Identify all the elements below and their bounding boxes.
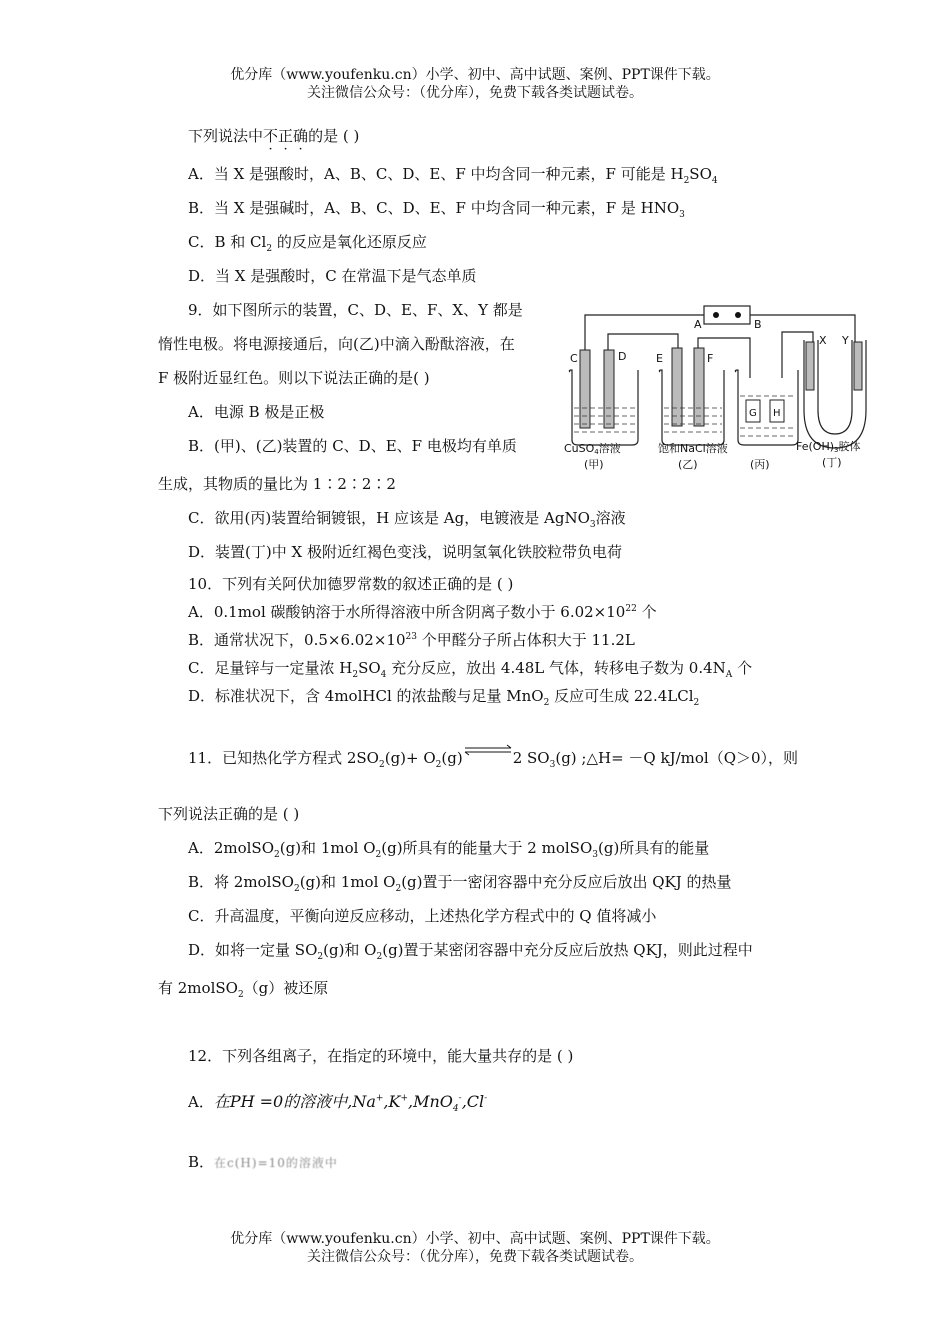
beaker-yi [659, 370, 724, 445]
q9-option-d: D．装置(丁)中 X 极附近红褐色变浅，说明氢氧化铁胶粒带负电荷 [188, 543, 622, 561]
q9-option-c: C．欲用(丙)装置给铜镀银，H 应该是 Ag，电镀液是 AgNO$_3$溶液 [188, 509, 626, 530]
q8-option-a: A．当 X 是强酸时，A、B、C、D、E、F 中均含同一种元素，F 可能是 $H_2SO_4$ [188, 165, 718, 186]
label-h: H [773, 408, 781, 419]
wire-cd-e [608, 334, 678, 350]
beaker-bing [735, 370, 798, 445]
q11-option-c: C．升高温度，平衡向逆反应移动，上述热化学方程式中的 Q 值将减小 [188, 907, 657, 925]
q10-option-d: D．标准状况下，含 4molHCl 的浓盐酸与足量 MnO$_2$ 反应可生成 22.4LCl$_2$ [188, 687, 700, 708]
electrode-y [854, 342, 862, 390]
label-d: D [618, 350, 627, 363]
q11-option-b: B．将 2molSO$_2$(g)和 1mol $O_2(g)$置于一密闭容器中充分反应后放出 QKJ 的热量 [188, 873, 732, 894]
terminal-b [735, 312, 741, 318]
caption-bing: (丙) [750, 458, 770, 471]
header-line-1: 优分库（www.youfenku.cn）小学、初中、高中试题、案例、PPT课件下载。 [230, 67, 720, 83]
q12-option-b: B．在c(H)=10的溶液中 [188, 1153, 338, 1171]
caption-jia-b: (甲) [584, 458, 604, 471]
q11-option-a: A．2molSO$_2$(g)和 1mol $O_2(g)$所具有的能量大于 2 molSO$_3$(g)所具有的能量 [188, 839, 710, 860]
electrode-x [806, 342, 814, 390]
electrolysis-apparatus-figure [560, 300, 890, 480]
label-f: F [707, 352, 714, 365]
caption-jia-a: CuSO4溶液 [564, 442, 621, 456]
electrode-e [672, 348, 682, 426]
caption-yi-b: (乙) [678, 458, 698, 471]
header-line-2: 关注微信公众号：（优分库），免费下载各类试题试卷。 [307, 85, 643, 101]
label-x: X [819, 334, 827, 347]
q8-option-c: C．B 和 $Cl_2$ 的反应是氧化还原反应 [188, 233, 427, 254]
equilibrium-arrow [463, 752, 513, 766]
label-c: C [570, 352, 578, 365]
q12-stem: 12．下列各组离子，在指定的环境中，能大量共存的是 ( ) [188, 1047, 574, 1065]
caption-ding-a: Fe(OH)3胶体 [796, 440, 861, 454]
q8-option-d: D．当 X 是强酸时，C 在常温下是气态单质 [188, 267, 477, 285]
label-y: Y [842, 334, 849, 347]
caption-ding-b: (丁) [822, 456, 842, 469]
q10-stem: 10．下列有关阿伏加德罗常数的叙述正确的是 ( ) [188, 575, 514, 593]
q8-option-b: B．当 X 是强碱时，A、B、C、D、E、F 中均含同一种元素，F 是 $HNO_3$ [188, 199, 685, 220]
q10-option-a: A．0.1mol 碳酸钠溶于水所得溶液中所含阴离子数小于 $6.02\times 10^{22}$ 个 [188, 603, 657, 621]
q11-stem-1: 11．已知热化学方程式 $2SO_2(g)+ O_2(g)$ 2 $SO_3(g)$ ;△H= －Q kJ/mol（Q＞0），则 [188, 748, 798, 768]
q9-stem-2: 惰性电极。将电源接通后，向(乙)中滴入酚酞溶液，在 [158, 335, 515, 353]
wire-b [750, 315, 855, 342]
power-source [704, 306, 750, 324]
label-b: B [754, 318, 762, 331]
q12-option-a: A．在PH =0的溶液中,Na+,K+,MnO$_4$-,Cl- [188, 1092, 488, 1115]
q9-option-b1: B．(甲)、(乙)装置的 C、D、E、F 电极均有单质 [188, 437, 517, 455]
caption-yi-a: 饱和NaCl溶液 [658, 442, 728, 455]
q10-option-c: C．足量锌与一定量浓 $H_2SO_4$ 充分反应，放出 4.48L 气体，转移电子数为 $0.4N_A$ 个 [188, 659, 753, 680]
electrode-f [694, 348, 704, 426]
q9-option-a: A．电源 B 极是正极 [188, 403, 325, 421]
label-a: A [694, 318, 702, 331]
wire-a [585, 315, 704, 350]
terminal-a [713, 312, 719, 318]
q9-option-b2: 生成，其物质的量比为 1∶2∶2∶2 [158, 475, 396, 493]
q9-stem-3: F 极附近显红色。则以下说法正确的是( ) [158, 369, 430, 387]
q9-stem-1: 9．如下图所示的装置，C、D、E、F、X、Y 都是 [188, 301, 523, 319]
q8-stem: 下列说法中不正确的是 ( ) [188, 127, 360, 145]
label-g: G [749, 408, 757, 419]
q11-option-d-1: D．如将一定量 $SO_2(g)$和 $O_2(g)$置于某密闭容器中充分反应后放热 QKJ，则此过程中 [188, 941, 753, 962]
q10-option-b: B．通常状况下，$0.5\times 6.02\times 10^{23}$ 个甲醛分子所占体积大于 11.2L [188, 631, 635, 649]
footer-line-2: 关注微信公众号：（优分库），免费下载各类试题试卷。 [307, 1249, 643, 1265]
q11-option-d-2: 有 2molSO$_2$（g）被还原 [158, 979, 329, 1000]
label-e: E [656, 352, 663, 365]
q11-stem-2: 下列说法正确的是 ( ) [158, 805, 300, 823]
footer-line-1: 优分库（www.youfenku.cn）小学、初中、高中试题、案例、PPT课件下载。 [230, 1231, 720, 1247]
